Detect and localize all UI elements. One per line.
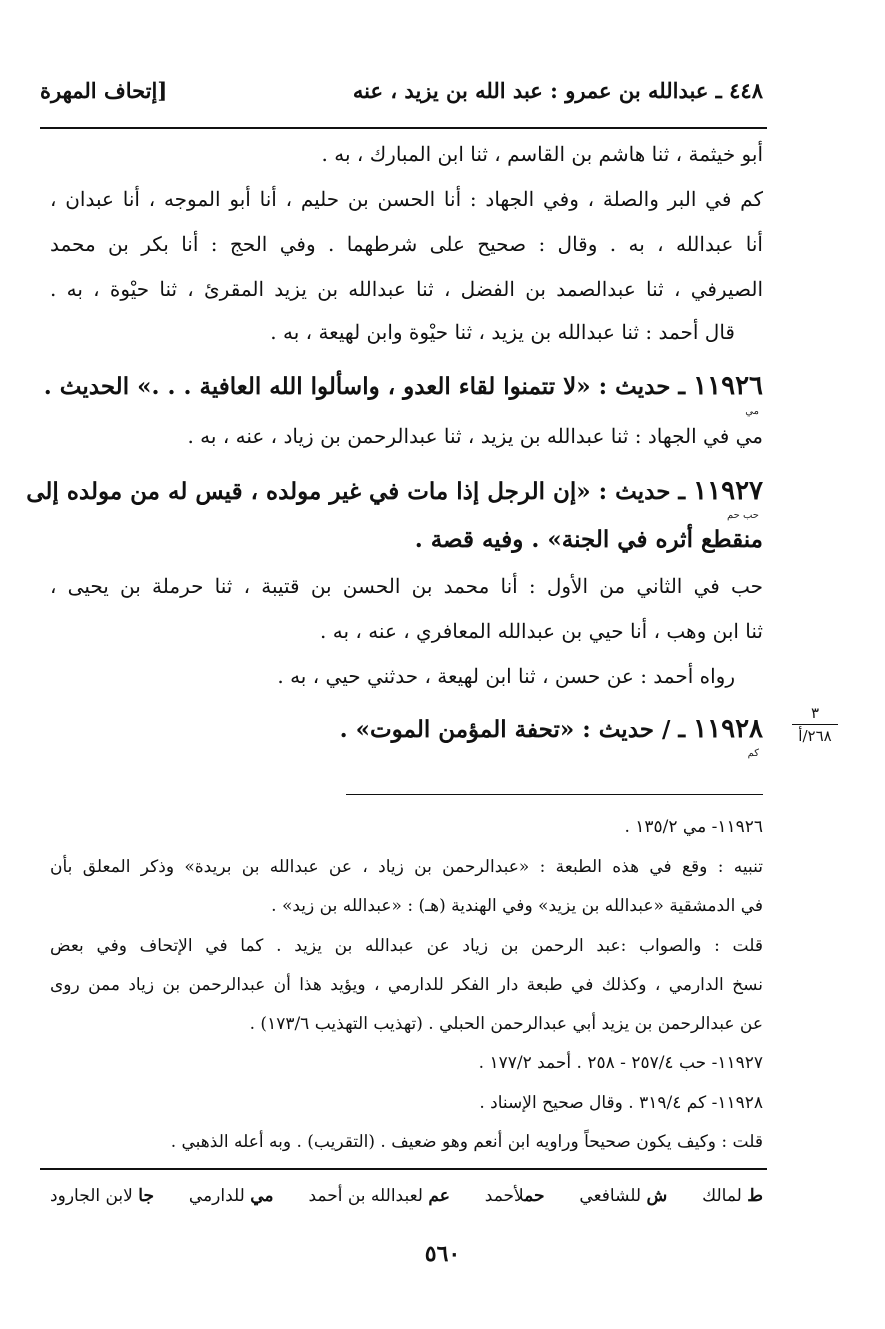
hadith-11927-detail: ثنا ابن وهب ، أنا حيي بن عبدالله المعافري ، عنه ، به . [320,619,763,643]
abbreviation-name: للشافعي [579,1186,642,1206]
hadith-sigla: حب حم [726,510,759,521]
page-number: ٥٦٠ [424,1241,461,1267]
text-line: أبو خيثمة ، ثنا هاشم بن القاسم ، ثنا ابن المبارك ، به . [321,142,763,166]
footnote-line: قلت : وكيف يكون صحيحاً وراويه ابن أنعم وهو ضعيف . (التقريب) . وبه أعله الذهبي . [170,1132,763,1152]
text-line: الصيرفي ، ثنا عبدالصمد بن الفضل ، ثنا عبدالله بن يزيد المقرئ ، ثنا حيْوة ، به . [50,277,764,301]
hadith-11927-detail: رواه أحمد : عن حسن ، ثنا ابن لهيعة ، حدثني حيي ، به . [277,664,735,688]
hadith-11927-heading-cont: منقطع أثره في الجنة» . وفيه قصة . [414,526,763,553]
margin-note-rule [792,724,838,725]
footnote-line: ١١٩٢٨- كم ٣١٩/٤ . وقال صحيح الإسناد . [479,1093,763,1113]
abbreviations-rule [40,1168,767,1170]
abbreviation-item [702,1186,763,1206]
header-rule [40,127,767,129]
footnote-line: نسخ الدارمي ، وكذلك في طبعة دار الفكر للدارمي ، ويؤيد هذا أن عبدالرحمن بن زياد ممن روى [50,975,763,995]
abbreviation-code: جا [138,1186,154,1206]
running-header-book: [إتحاف المهرة [40,78,168,103]
abbreviation-name: لعبدالله بن أحمد [308,1186,423,1206]
abbreviation-item [485,1186,545,1206]
footnote-line: قلت : والصواب :عبد الرحمن بن زياد عن عبدالله بن يزيد . كما في الإتحاف وفي بعض [50,936,763,956]
abbreviation-code: ط [747,1186,763,1206]
footnote-line: ١١٩٢٧- حب ٢٥٧/٤ - ٢٥٨ . أحمد ١٧٧/٢ . [478,1053,763,1073]
margin-note-bottom: ٢٦٨/أ [798,727,832,745]
hadith-text: ـ حديث : «إن الرجل إذا مات في غير مولده ، قيس له من مولده إلى [26,478,694,505]
abbreviation-code: عم [428,1186,450,1206]
abbreviations-legend [50,1186,763,1206]
running-header-title: ٤٤٨ ـ عبدالله بن عمرو : عبد الله بن يزيد ، عنه [352,78,763,103]
hadith-sigla: كم [747,748,759,759]
abbreviation-name: للدارمي [188,1186,245,1206]
abbreviation-name: لمالك [702,1186,742,1206]
abbreviation-code: ش [646,1186,668,1206]
abbreviation-item [50,1186,154,1206]
footnote-line: ١١٩٢٦- مي ١٣٥/٢ . [624,817,763,837]
hadith-11926-detail: مي في الجهاد : ثنا عبدالله بن يزيد ، ثنا عبدالرحمن بن زياد ، عنه ، به . [187,424,763,448]
margin-note-top: ٣ [810,704,820,722]
hadith-text: ـ / حديث : «تحفة المؤمن الموت» . [339,716,694,743]
hadith-number: ١١٩٢٦ [693,371,763,401]
abbreviation-name: لأحمد [484,1186,525,1206]
footnote-rule [346,794,763,795]
hadith-text: ـ حديث : «لا تتمنوا لقاء العدو ، واسألوا الله العافية . . .» الحديث . [43,373,694,400]
margin-note [786,704,844,745]
hadith-11928-heading [340,714,763,744]
footnote-line: تنبيه : وقع في هذه الطبعة : «عبدالرحمن بن زياد ، عن عبدالله بن بريدة» وذكر المعلق بأن [50,857,763,877]
abbreviation-item [579,1186,667,1206]
footnote-line: في الدمشقية «عبدالله بن يزيد» وفي الهندية (هـ) : «عبدالله بن زيد» . [271,896,763,916]
abbreviation-item [189,1186,274,1206]
text-line: أنا عبدالله ، به . وقال : صحيح على شرطهما . وفي الحج : أنا بكر بن محمد [50,232,763,256]
hadith-sigla: مي [745,406,759,417]
text-line: كم في البر والصلة ، وفي الجهاد : أنا الحسن بن حليم ، أنا أبو الموجه ، أنا عبدان ، [50,187,763,211]
abbreviation-name: لابن الجارود [50,1186,133,1206]
hadith-11926-heading [44,371,763,401]
hadith-number: ١١٩٢٧ [693,476,763,506]
abbreviation-item [308,1186,449,1206]
hadith-11927-detail: حب في الثاني من الأول : أنا محمد بن الحسن بن قتيبة ، ثنا حرملة بن يحيى ، [50,574,763,598]
hadith-11927-heading [26,476,763,506]
hadith-number: ١١٩٢٨ [693,714,763,744]
text-line: قال أحمد : ثنا عبدالله بن يزيد ، ثنا حيْوة وابن لهيعة ، به . [270,320,735,344]
abbreviation-code: حم [524,1186,545,1206]
footnote-line: عن عبدالرحمن بن يزيد أبي عبدالرحمن الحبلي . (تهذيب التهذيب ١٧٣/٦) . [249,1014,763,1034]
abbreviation-code: مي [250,1186,274,1206]
